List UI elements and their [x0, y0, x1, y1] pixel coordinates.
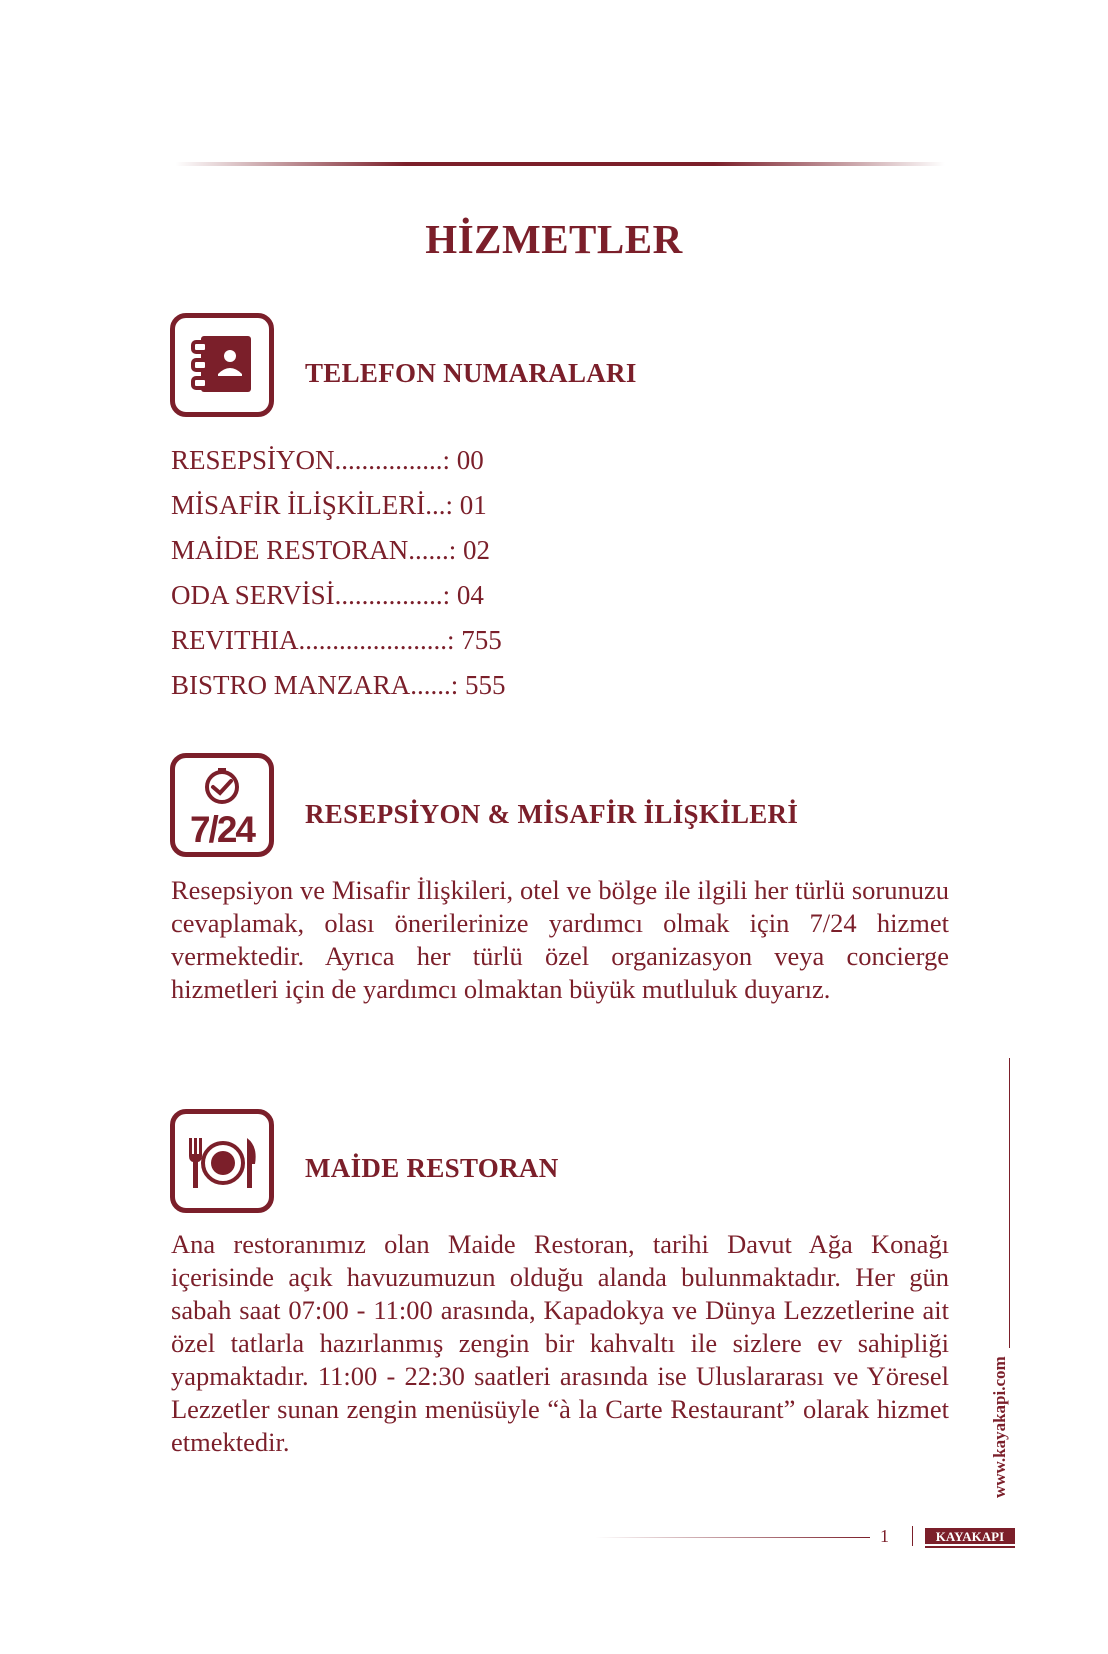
page-number: 1: [880, 1526, 889, 1546]
phone-row-restaurant: [171, 528, 506, 573]
phone-extension: : 02: [448, 535, 491, 565]
phone-row-bistro: [171, 663, 506, 708]
reception-heading: RESEPSİYON & MİSAFİR İLİŞKİLERİ: [305, 799, 799, 829]
top-divider: [175, 162, 945, 166]
restaurant-heading: MAİDE RESTORAN: [305, 1153, 559, 1183]
clock-24-7-icon: [170, 753, 274, 857]
phone-name: MİSAFİR İLİŞKİLERİ: [171, 490, 426, 520]
icon-label: 7/24: [189, 809, 255, 850]
logo-text: KAYAKAPI: [935, 1529, 1005, 1544]
phone-extension: : 04: [442, 580, 484, 610]
phone-name: RESEPSİYON: [171, 445, 335, 475]
side-divider: [1009, 1058, 1010, 1348]
website-url: www.kayakapi.com: [990, 1356, 1009, 1498]
footer-separator: [912, 1526, 913, 1546]
phones-heading: TELEFON NUMARALARI: [305, 358, 637, 388]
phone-name: MAİDE RESTORAN: [171, 535, 409, 565]
phone-name: ODA SERVİSİ: [171, 580, 335, 610]
leader-dots: ......................: [298, 625, 447, 655]
phone-list: [171, 438, 506, 708]
bottom-divider: [595, 1537, 870, 1538]
phone-row-room-service: [171, 573, 506, 618]
reception-description: Resepsiyon ve Misafir İlişkileri, otel ve bölge ile ilgili her türlü sorunuzu cevaplamak, olası önerilerinize yardımcı olmak için 7/24 hizmet vermektedir. Ayrıca her türlü özel organizasyon veya concierge hizmetleri için de yardımcı olmaktan büyük mutluluk duyarız.: [171, 875, 949, 1004]
leader-dots: ................: [334, 445, 443, 475]
phone-name: BISTRO MANZARA: [171, 670, 411, 700]
phone-row-revithia: [171, 618, 506, 663]
leader-dots: ................: [334, 580, 443, 610]
phone-row-guest-relations: [171, 483, 506, 528]
phone-extension: : 01: [445, 490, 487, 520]
phone-extension: : 00: [442, 445, 484, 475]
page-title: HİZMETLER: [425, 216, 683, 262]
contact-book-icon: [170, 313, 274, 417]
leader-dots: ......: [410, 670, 451, 700]
kayakapi-logo: [925, 1524, 1015, 1550]
leader-dots: ...: [425, 490, 446, 520]
phone-extension: : 555: [450, 670, 506, 700]
leader-dots: ......: [408, 535, 449, 565]
phone-row-reception: [171, 438, 506, 483]
phone-name: REVITHIA: [171, 625, 299, 655]
restaurant-description: Ana restoranımız olan Maide Restoran, tarihi Davut Ağa Konağı içerisinde açık havuzumuzun olduğu alanda bulunmaktadır. Her gün sabah saat 07:00 - 11:00 arasında, Kapadokya ve Dünya Lezzetlerine ait özel tatlarla hazırlanmış zengin bir kahvaltı ile sizlere ev sahipliği yapmaktadır. 11:00 - 22:30 saatleri arasında ise Uluslararası ve Yöresel Lezzetler sunan zengin menüsüyle “à la Carte Restaurant” olarak hizmet etmektedir.: [171, 1229, 949, 1457]
phone-extension: : 755: [446, 625, 502, 655]
cutlery-plate-icon: [170, 1109, 274, 1213]
